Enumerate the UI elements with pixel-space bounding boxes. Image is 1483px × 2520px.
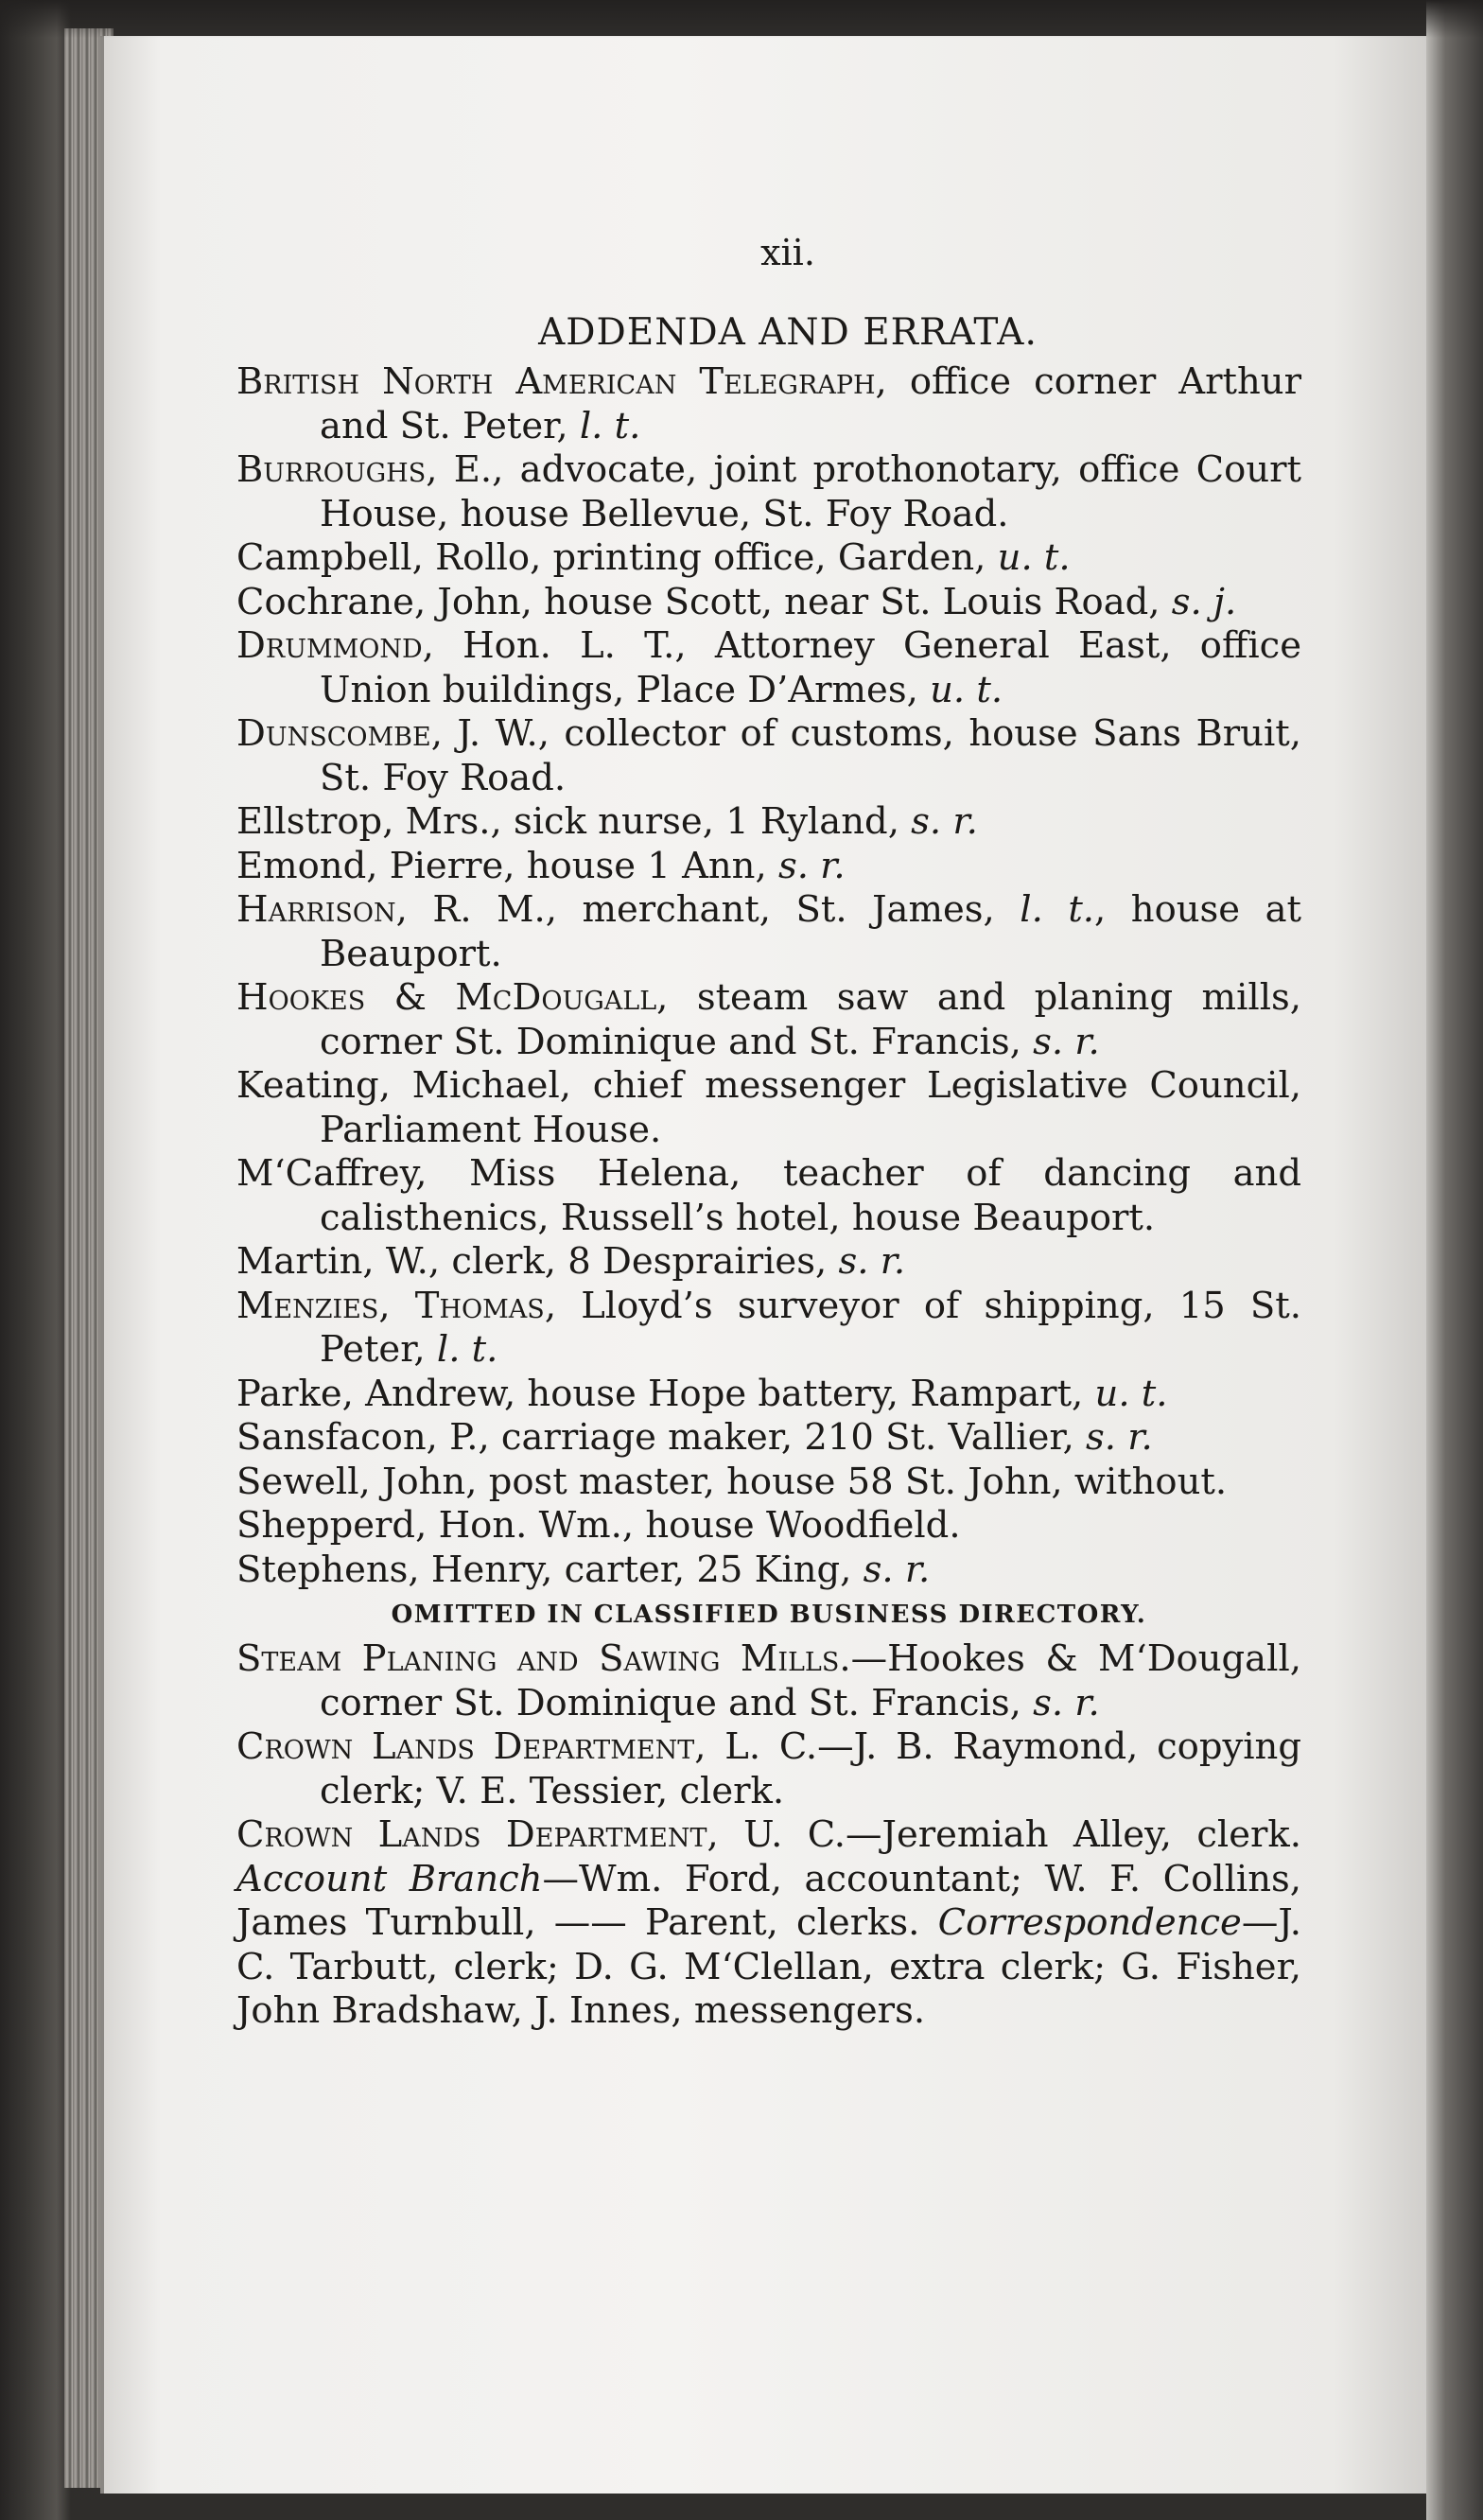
entry	[236, 800, 1301, 845]
entry-text: , Pierre, house 1 Ann,	[366, 844, 778, 887]
entry-abbr: s. r.	[838, 1240, 906, 1283]
entry-abbr: u. t.	[930, 668, 1003, 711]
entry	[236, 624, 1301, 712]
entry-abbr: s. r.	[1086, 1416, 1153, 1459]
directory-text: —J. C. Tarbutt, clerk; D. G. M‘Clellan, extra clerk; G. Fisher, John Bradshaw, J. Innes, messengers.	[236, 1901, 1301, 2032]
entry-name: Burroughs	[236, 448, 427, 491]
directory-name: Crown Lands Department	[236, 1725, 695, 1768]
directory-entry	[236, 1813, 1301, 2034]
page-heading: ADDENDA AND ERRATA.	[538, 310, 1038, 354]
entry-text: , Mrs., sick nurse, 1 Ryland,	[382, 800, 912, 843]
entry	[236, 1064, 1301, 1152]
entry	[236, 536, 1301, 581]
entry-name: Parke	[236, 1372, 342, 1415]
entry-abbr: l. t.	[436, 1328, 498, 1371]
page-text	[236, 231, 1301, 2034]
entry-list	[236, 360, 1301, 1592]
entry-name: Menzies, Thomas	[236, 1284, 545, 1327]
entry	[236, 360, 1301, 448]
entry-name: Shepperd	[236, 1504, 416, 1547]
entry-abbr: u. t.	[997, 536, 1071, 579]
directory-list	[236, 1637, 1301, 2034]
top-shadow	[0, 0, 1483, 38]
entry-text: , steam saw and planing mills, corner St. Dominique and St. Francis,	[320, 976, 1301, 1063]
entry-text: , John, post master, house 58 St. John, without.	[358, 1460, 1228, 1503]
entry-name: Sewell	[236, 1460, 359, 1503]
entry	[236, 1373, 1301, 1417]
entry-name: M‘Caffrey	[236, 1152, 416, 1195]
directory-text: , U. C.—Jeremiah Alley, clerk.	[707, 1813, 1301, 1856]
directory-text: —Wm. Ford, accountant; W. F. Collins, James Turnbull, —— Parent, clerks.	[236, 1857, 1301, 1944]
entry-abbr: s. j.	[1171, 580, 1237, 623]
entry	[236, 581, 1301, 625]
entry-name: Drummond	[236, 624, 423, 667]
entry-abbr: s. r.	[1033, 1020, 1100, 1063]
entry	[236, 1416, 1301, 1461]
directory-text: —Hookes & M‘Dougall, corner St. Dominique and St. Francis,	[320, 1637, 1301, 1724]
entry-name: Cochrane	[236, 580, 414, 623]
entry-tail: , house at Beauport.	[320, 888, 1302, 975]
entry-name: Sansfacon	[236, 1416, 427, 1459]
entry	[236, 976, 1301, 1064]
entry-text: , Rollo, printing office, Garden,	[411, 536, 998, 579]
directory-abbr: s. r.	[1033, 1681, 1100, 1724]
entry-abbr: s. r.	[777, 844, 846, 887]
entry	[236, 448, 1301, 536]
entry-name: British North American Telegraph	[236, 360, 876, 403]
entry-name: Keating	[236, 1064, 379, 1107]
entry-text: , P., carriage maker, 210 St. Vallier,	[426, 1416, 1087, 1459]
entry-name: Dunscombe	[236, 712, 431, 755]
entry-name: Hookes & McDougall	[236, 976, 657, 1019]
entry-text: , Andrew, house Hope battery, Rampart,	[341, 1372, 1095, 1415]
directory-name: Steam Planing and Sawing Mills.	[236, 1637, 851, 1680]
page-number: xii.	[760, 232, 815, 273]
entry	[236, 1152, 1301, 1240]
entry-text: , Michael, chief messenger Legislative Council, Parliament House.	[320, 1064, 1301, 1151]
directory-entry	[236, 1725, 1301, 1813]
entry-text: , Henry, carter, 25 King,	[408, 1548, 864, 1591]
entry-text: , Lloyd’s surveyor of shipping, 15 St. Peter,	[320, 1284, 1302, 1371]
entry-name: Harrison	[236, 888, 396, 931]
entry	[236, 1504, 1301, 1549]
entry-abbr: s. r.	[911, 800, 978, 843]
entry	[236, 1549, 1301, 1593]
directory-entry	[236, 1637, 1301, 1725]
entry-name: Ellstrop	[236, 800, 383, 843]
entry-text: , J. W., collector of customs, house Sans Bruit, St. Foy Road.	[320, 712, 1301, 799]
entry-text: , office corner Arthur and St. Peter,	[320, 360, 1301, 447]
branch-name: Account Branch	[236, 1857, 543, 1900]
entry-text: , Miss Helena, teacher of dancing and calisthenics, Russell’s hotel, house Beauport.	[320, 1152, 1301, 1239]
page-right-edge	[1426, 0, 1483, 2520]
entry-text: , Hon. L. T., Attorney General East, office Union buildings, Place D’Armes,	[320, 624, 1301, 711]
entry-text: , Hon. Wm., house Woodfield.	[415, 1504, 961, 1547]
directory-text: , L. C.—J. B. Raymond, copying clerk; V. E. Tessier, clerk.	[320, 1725, 1301, 1812]
entry-abbr: l. t.	[1020, 888, 1095, 931]
directory-name: Crown Lands Department	[236, 1813, 707, 1856]
entry-abbr: s. r.	[863, 1548, 931, 1591]
entry	[236, 1285, 1301, 1373]
entry-text: , E., advocate, joint prothonotary, office Court House, house Bellevue, St. Foy Road.	[320, 448, 1301, 535]
entry	[236, 845, 1301, 889]
entry	[236, 888, 1301, 976]
entry-text: , John, house Scott, near St. Louis Road,	[413, 580, 1172, 623]
entry-text: , R. M., merchant, St. James,	[395, 888, 1021, 931]
entry	[236, 1461, 1301, 1505]
section-subheading: OMITTED IN CLASSIFIED BUSINESS DIRECTORY.	[391, 1601, 1147, 1629]
entry-text: , W., clerk, 8 Desprairies,	[362, 1240, 839, 1283]
branch-name: Correspondence	[937, 1901, 1242, 1944]
entry-abbr: l. t.	[579, 404, 641, 447]
entry-name: Stephens	[236, 1548, 409, 1591]
entry	[236, 712, 1301, 800]
entry	[236, 1240, 1301, 1285]
entry-name: Emond	[236, 844, 367, 887]
entry-name: Campbell	[236, 536, 412, 579]
entry-abbr: u. t.	[1094, 1372, 1168, 1415]
entry-name: Martin	[236, 1240, 363, 1283]
